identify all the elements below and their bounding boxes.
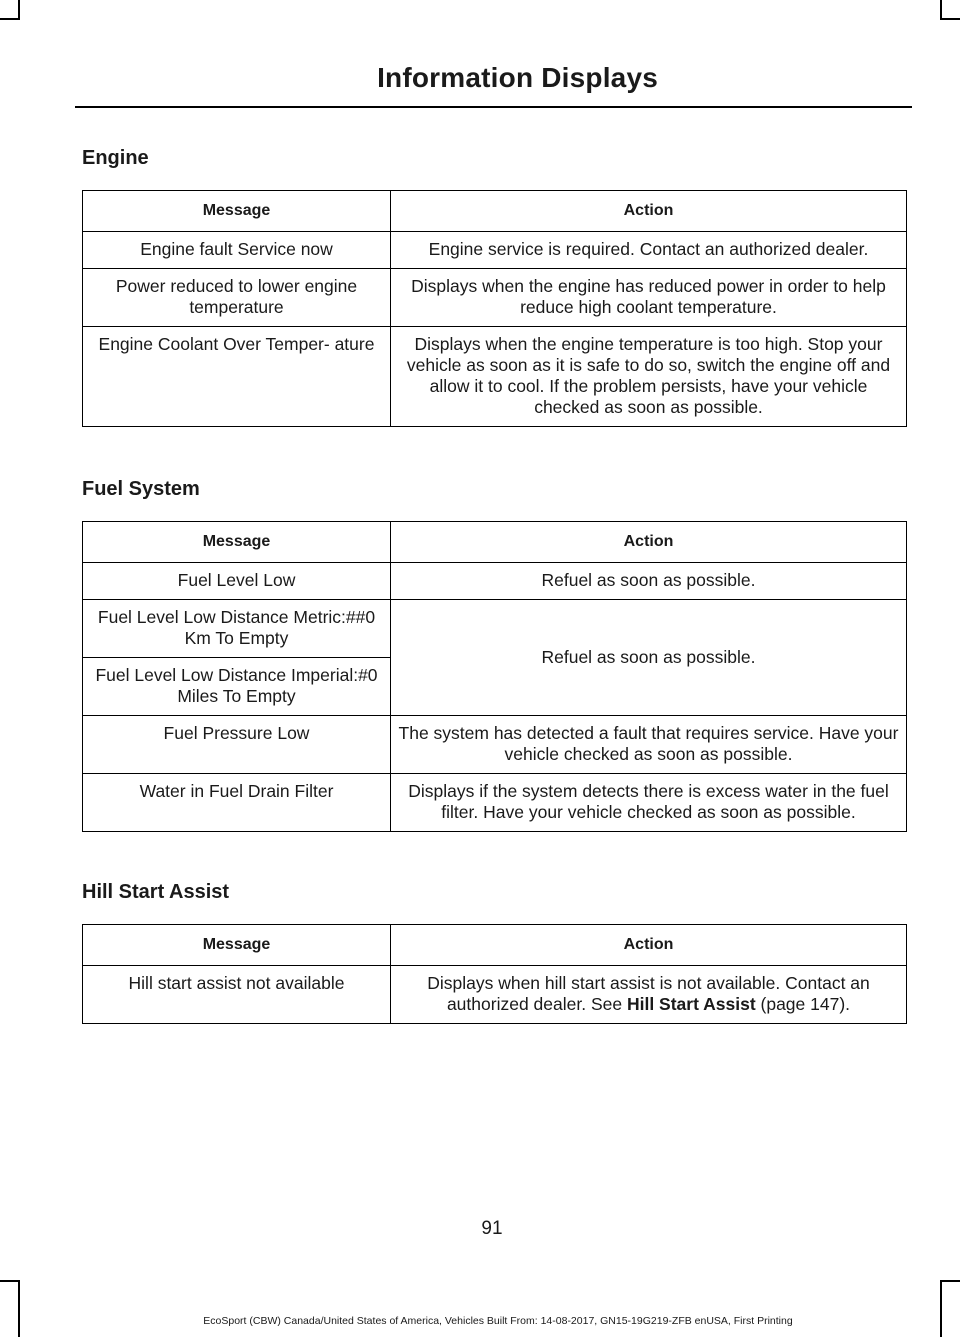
section-heading-hill-start-assist: Hill Start Assist bbox=[82, 881, 230, 903]
hill-start-assist-table bbox=[82, 924, 907, 1024]
section-heading-fuel-system: Fuel System bbox=[82, 478, 200, 500]
table-row bbox=[83, 966, 907, 1024]
action-cell: Refuel as soon as possible. bbox=[391, 563, 907, 600]
table-row bbox=[83, 269, 907, 327]
action-cell: Engine service is required. Contact an authorized dealer. bbox=[391, 232, 907, 269]
page-number: 91 bbox=[481, 1218, 503, 1239]
column-header-message: Message bbox=[83, 925, 391, 966]
crop-mark bbox=[18, 1280, 20, 1337]
footer-text: EcoSport (CBW) Canada/United States of America, Vehicles Built From: 14-08-2017, GN15-19G219-ZFB enUSA, First Printing bbox=[203, 1315, 793, 1327]
crop-mark bbox=[18, 0, 20, 20]
table-header-row bbox=[83, 191, 907, 232]
crop-mark bbox=[0, 1280, 20, 1282]
column-header-action: Action bbox=[391, 522, 907, 563]
table-row bbox=[83, 600, 907, 658]
message-cell: Fuel Pressure Low bbox=[83, 716, 391, 774]
table-row bbox=[83, 563, 907, 600]
message-cell: Fuel Level Low bbox=[83, 563, 391, 600]
table-row bbox=[83, 774, 907, 832]
table-row bbox=[83, 327, 907, 427]
section-heading-engine: Engine bbox=[82, 147, 149, 169]
action-cell bbox=[391, 966, 907, 1024]
message-cell: Engine fault Service now bbox=[83, 232, 391, 269]
page-title: Information Displays bbox=[377, 62, 658, 93]
crop-mark bbox=[940, 1280, 942, 1337]
table-header-row bbox=[83, 522, 907, 563]
message-cell: Hill start assist not available bbox=[83, 966, 391, 1024]
action-cell: Refuel as soon as possible. bbox=[391, 600, 907, 716]
column-header-action: Action bbox=[391, 191, 907, 232]
action-cell: The system has detected a fault that requires service. Have your vehicle checked as soon as possible. bbox=[391, 716, 907, 774]
crop-mark bbox=[940, 18, 960, 20]
fuel-system-table bbox=[82, 521, 907, 832]
column-header-action: Action bbox=[391, 925, 907, 966]
table-row bbox=[83, 232, 907, 269]
column-header-message: Message bbox=[83, 191, 391, 232]
table-row bbox=[83, 716, 907, 774]
message-cell: Power reduced to lower engine temperature bbox=[83, 269, 391, 327]
engine-table bbox=[82, 190, 907, 427]
action-cell: Displays if the system detects there is excess water in the fuel filter. Have your vehicle checked as soon as possible. bbox=[391, 774, 907, 832]
action-cell: Displays when the engine has reduced power in order to help reduce high coolant temperature. bbox=[391, 269, 907, 327]
message-cell: Fuel Level Low Distance Imperial:#0 Miles To Empty bbox=[83, 658, 391, 716]
message-cell: Fuel Level Low Distance Metric:##0 Km To Empty bbox=[83, 600, 391, 658]
page-reference: (page 147). bbox=[755, 994, 851, 1014]
header-divider bbox=[75, 106, 912, 108]
action-cell: Displays when the engine temperature is too high. Stop your vehicle as soon as it is safe to do so, switch the engine off and allow it to cool. If the problem persists, have your vehicle checked as soon as possible. bbox=[391, 327, 907, 427]
crop-mark bbox=[940, 1280, 960, 1282]
crop-mark bbox=[940, 0, 942, 20]
message-cell: Engine Coolant Over Temper- ature bbox=[83, 327, 391, 427]
message-cell: Water in Fuel Drain Filter bbox=[83, 774, 391, 832]
action-text: Displays when hill start assist is not available. Contact an authorized dealer. See bbox=[427, 973, 870, 1014]
crop-mark bbox=[0, 18, 20, 20]
cross-reference-link[interactable]: Hill Start Assist bbox=[626, 994, 756, 1014]
table-header-row bbox=[83, 925, 907, 966]
column-header-message: Message bbox=[83, 522, 391, 563]
